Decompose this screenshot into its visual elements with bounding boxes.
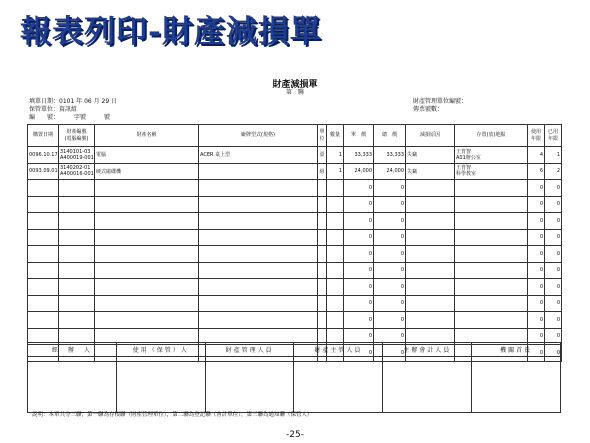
cell-purchase-date xyxy=(28,229,59,246)
cell-elapsed-years: 0 xyxy=(545,345,562,362)
cell-location-line1: 王育智 xyxy=(456,165,472,172)
cell-total: 0 xyxy=(374,312,406,329)
cell-total: 24,000 xyxy=(374,163,406,180)
header-location: 存置(放)地點 xyxy=(455,125,528,147)
cell-reason xyxy=(406,295,455,312)
page-banner-title: 報表列印-財產減損單 xyxy=(20,14,322,50)
cell-reason: 失竊 xyxy=(406,163,455,180)
footnote: 說明：本單共分三聯，第一聯為存根聯（財產管理單位），第二聯為登記聯（會計單位），第三聯為通知聯（保管人） xyxy=(32,412,313,418)
cell-model xyxy=(199,279,318,296)
cell-elapsed-years: 2 xyxy=(545,163,562,180)
signature-box-row xyxy=(28,357,561,413)
header-purchase-date: 購置日期 xyxy=(28,125,59,147)
cell-model xyxy=(199,295,318,312)
cell-used-years: 0 xyxy=(528,312,545,329)
header-total: 總 價 xyxy=(374,125,406,147)
table-row xyxy=(28,279,562,296)
cell-used-years: 0 xyxy=(528,328,545,345)
cell-qty xyxy=(327,262,344,279)
cell-model xyxy=(199,163,318,180)
cell-total: 0 xyxy=(374,262,406,279)
cell-asset-no xyxy=(59,163,95,180)
cell-elapsed-years: 0 xyxy=(545,279,562,296)
cell-total: 0 xyxy=(374,279,406,296)
cell-asset-name: 硬式磁碟機 xyxy=(95,163,199,180)
signature-label: 使用（保管）人 xyxy=(116,343,205,357)
table-row xyxy=(28,246,562,263)
cell-total: 0 xyxy=(374,196,406,213)
cell-asset-no xyxy=(59,262,95,279)
cell-total: 0 xyxy=(374,213,406,230)
signature-label: 財產主管人員 xyxy=(294,343,383,357)
table-row xyxy=(28,262,562,279)
cell-location xyxy=(455,213,528,230)
cell-asset-no-line1: 3140101-03 xyxy=(60,148,91,155)
cell-elapsed-years: 0 xyxy=(545,229,562,246)
cell-purchase-date xyxy=(28,262,59,279)
cell-purchase-date xyxy=(28,246,59,263)
cell-asset-name xyxy=(95,246,199,263)
cell-total: 33,333 xyxy=(374,147,406,164)
cell-unit xyxy=(318,246,327,263)
cell-qty xyxy=(327,246,344,263)
cell-asset-name xyxy=(95,312,199,329)
cell-purchase-date: 0096.10.17 xyxy=(28,147,59,164)
signature-box xyxy=(116,357,205,413)
cell-used-years: 0 xyxy=(528,180,545,197)
cell-qty xyxy=(327,196,344,213)
cell-price: 0 xyxy=(344,345,374,362)
serial-number: 編 號： 字號 號 xyxy=(29,114,111,121)
cell-total: 0 xyxy=(374,246,406,263)
cell-unit: 臺 xyxy=(318,147,327,164)
cell-location xyxy=(455,229,528,246)
cell-elapsed-years: 0 xyxy=(545,180,562,197)
cell-location xyxy=(455,312,528,329)
table-row xyxy=(28,147,562,164)
cell-asset-name xyxy=(95,180,199,197)
table-row xyxy=(28,312,562,329)
cell-elapsed-years: 0 xyxy=(545,196,562,213)
cell-asset-no-line2: A400019-001 xyxy=(60,154,94,161)
cell-used-years: 0 xyxy=(528,345,545,362)
cell-used-years: 6 xyxy=(528,163,545,180)
header-asset-name: 財產名稱 xyxy=(95,125,199,147)
cell-used-years: 0 xyxy=(528,213,545,230)
cell-used-years: 0 xyxy=(528,229,545,246)
page-number: -25- xyxy=(286,430,304,440)
asset-table xyxy=(27,124,562,362)
cell-asset-no xyxy=(59,229,95,246)
cell-purchase-date xyxy=(28,180,59,197)
signature-table xyxy=(27,342,561,413)
cell-asset-name xyxy=(95,262,199,279)
cell-price: 0 xyxy=(344,213,374,230)
cell-asset-name xyxy=(95,279,199,296)
table-row xyxy=(28,196,562,213)
cell-unit xyxy=(318,279,327,296)
cell-reason xyxy=(406,279,455,296)
signature-label: 財產管理人員 xyxy=(205,343,294,357)
cell-unit xyxy=(318,262,327,279)
cell-asset-no-line1: 3140202-01 xyxy=(60,165,91,172)
signature-box xyxy=(383,357,472,413)
manage-unit-code: 財產管理單位編號： xyxy=(413,98,468,105)
cell-location-line2: A01辦公室 xyxy=(456,154,481,161)
cell-location-line2: 科學教室 xyxy=(456,171,477,178)
cell-asset-name xyxy=(95,196,199,213)
cell-price: 0 xyxy=(344,279,374,296)
header-asset-no xyxy=(59,125,95,147)
header-price: 單 價 xyxy=(344,125,374,147)
cell-qty xyxy=(327,180,344,197)
table-row xyxy=(28,213,562,230)
cell-purchase-date: 0093.09.01 xyxy=(28,163,59,180)
cell-used-years: 0 xyxy=(528,262,545,279)
cell-reason xyxy=(406,213,455,230)
cell-asset-name xyxy=(95,229,199,246)
cell-asset-no-line2: A400016-001 xyxy=(60,171,94,178)
cell-location xyxy=(455,295,528,312)
copy-label: 第 聯 xyxy=(285,89,304,96)
cell-reason: 失竊 xyxy=(406,147,455,164)
cell-unit xyxy=(318,312,327,329)
signature-box xyxy=(472,357,561,413)
cell-elapsed-years: 0 xyxy=(545,295,562,312)
cell-location xyxy=(455,180,528,197)
cell-reason xyxy=(406,180,455,197)
cell-reason xyxy=(406,196,455,213)
cell-model xyxy=(199,246,318,263)
header-qty: 數量 xyxy=(327,125,344,147)
cell-qty xyxy=(327,229,344,246)
cell-price: 0 xyxy=(344,312,374,329)
cell-location xyxy=(455,147,528,164)
cell-elapsed-years: 0 xyxy=(545,328,562,345)
cell-price: 0 xyxy=(344,246,374,263)
header-computer-no-label: (電腦編號) xyxy=(64,135,89,142)
cell-unit xyxy=(318,229,327,246)
header-elapsed-years: 已用年限 xyxy=(545,125,562,147)
cell-location xyxy=(455,262,528,279)
cell-asset-no xyxy=(59,246,95,263)
table-row xyxy=(28,295,562,312)
cell-location xyxy=(455,163,528,180)
cell-unit xyxy=(318,213,327,230)
cell-purchase-date xyxy=(28,213,59,230)
signature-label: 主辦會計人員 xyxy=(383,343,472,357)
cell-model xyxy=(199,213,318,230)
cell-location xyxy=(455,196,528,213)
cell-asset-no xyxy=(59,213,95,230)
cell-reason xyxy=(406,262,455,279)
cell-location xyxy=(455,279,528,296)
table-row xyxy=(28,229,562,246)
cell-asset-name xyxy=(95,295,199,312)
form-title: 財產減損單 xyxy=(272,80,318,90)
cell-asset-no xyxy=(59,147,95,164)
cell-model xyxy=(199,196,318,213)
cell-price: 33,333 xyxy=(344,147,374,164)
signature-box xyxy=(294,357,383,413)
signature-label: 經 辦 人 xyxy=(28,343,117,357)
cell-unit: 組 xyxy=(318,163,327,180)
cell-used-years: 0 xyxy=(528,246,545,263)
cell-purchase-date xyxy=(28,295,59,312)
cell-used-years: 0 xyxy=(528,196,545,213)
cell-location xyxy=(455,246,528,263)
fill-date: 填單日期：0101 年 06 月 29 日 xyxy=(29,98,118,105)
table-row xyxy=(28,163,562,180)
cell-price: 0 xyxy=(344,262,374,279)
cell-total: 0 xyxy=(374,345,406,362)
cell-elapsed-years: 0 xyxy=(545,246,562,263)
cell-qty: 1 xyxy=(327,147,344,164)
header-model: 廠牌型式(規格) xyxy=(199,125,318,147)
cell-used-years: 0 xyxy=(528,295,545,312)
cell-unit xyxy=(318,180,327,197)
cell-asset-no xyxy=(59,279,95,296)
cell-total: 0 xyxy=(374,295,406,312)
cell-asset-no xyxy=(59,196,95,213)
cell-asset-name xyxy=(95,213,199,230)
cell-purchase-date xyxy=(28,279,59,296)
table-header-row xyxy=(28,125,562,147)
cell-elapsed-years: 0 xyxy=(545,312,562,329)
cell-qty xyxy=(327,279,344,296)
cell-model xyxy=(199,229,318,246)
header-unit: 單位 xyxy=(318,125,327,147)
cell-purchase-date xyxy=(28,196,59,213)
cell-unit xyxy=(318,196,327,213)
cell-reason xyxy=(406,229,455,246)
cell-elapsed-years: 0 xyxy=(545,213,562,230)
cell-used-years: 0 xyxy=(528,279,545,296)
cell-location-line1: 王育智 xyxy=(456,148,472,155)
cell-unit xyxy=(318,295,327,312)
cell-used-years: 4 xyxy=(528,147,545,164)
cell-qty xyxy=(327,312,344,329)
signature-header-row xyxy=(28,343,561,357)
cell-price: 0 xyxy=(344,328,374,345)
voucher-number: 傳票號數： xyxy=(413,106,444,113)
cell-qty xyxy=(327,295,344,312)
cell-purchase-date xyxy=(28,312,59,329)
cell-model xyxy=(199,262,318,279)
signature-label: 機關首長 xyxy=(472,343,561,357)
cell-reason xyxy=(406,312,455,329)
cell-asset-name: 電腦 xyxy=(95,147,199,164)
cell-qty xyxy=(327,213,344,230)
cell-reason xyxy=(406,246,455,263)
cell-total: 0 xyxy=(374,229,406,246)
cell-model xyxy=(199,312,318,329)
cell-qty: 1 xyxy=(327,163,344,180)
table-row xyxy=(28,180,562,197)
cell-model: ACER 桌上型 xyxy=(199,147,318,164)
header-reason: 減損原因 xyxy=(406,125,455,147)
cell-asset-no xyxy=(59,295,95,312)
cell-price: 0 xyxy=(344,229,374,246)
cell-model xyxy=(199,180,318,197)
cell-total: 0 xyxy=(374,180,406,197)
cell-price: 0 xyxy=(344,196,374,213)
cell-price: 24,000 xyxy=(344,163,374,180)
cell-elapsed-years: 0 xyxy=(545,262,562,279)
signature-box xyxy=(205,357,294,413)
header-used-years: 使用年限 xyxy=(528,125,545,147)
signature-box xyxy=(28,357,117,413)
cell-elapsed-years: 1 xyxy=(545,147,562,164)
cell-asset-no xyxy=(59,180,95,197)
cell-asset-no xyxy=(59,312,95,329)
cell-total: 0 xyxy=(374,328,406,345)
header-asset-no-label: 財產編號 xyxy=(66,128,87,135)
cell-price: 0 xyxy=(344,180,374,197)
cell-price: 0 xyxy=(344,295,374,312)
custody-unit: 保管單位：資訊組 xyxy=(29,106,78,113)
